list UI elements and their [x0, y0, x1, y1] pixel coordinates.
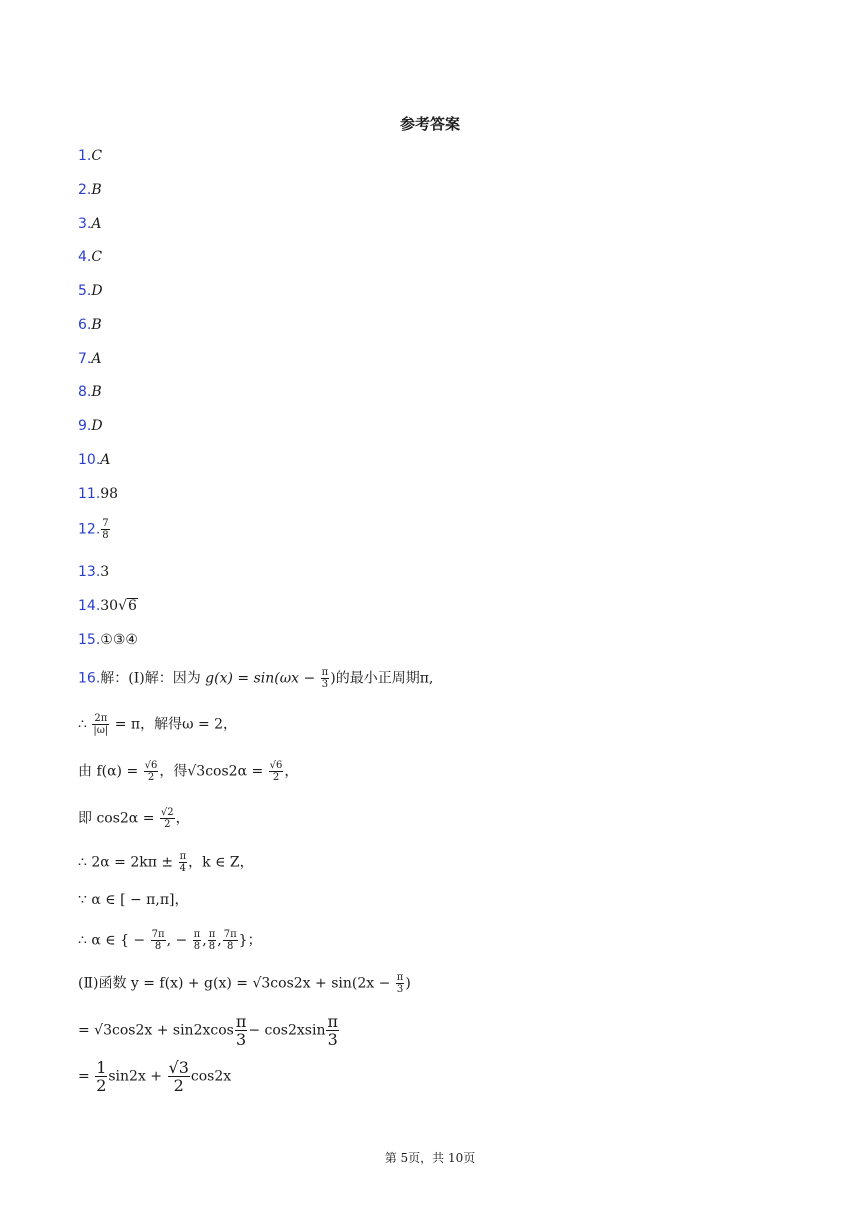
answer-value: 98: [100, 486, 119, 502]
answer-value: B: [91, 384, 102, 400]
denominator: 2: [96, 1076, 107, 1095]
fraction: [95, 1059, 107, 1094]
denominator: 8: [208, 941, 216, 952]
text: ,: [217, 932, 222, 949]
numerator: π: [327, 1012, 338, 1031]
fraction: [193, 929, 202, 952]
denominator: 4: [179, 863, 187, 874]
fraction: [208, 929, 217, 952]
text: = √3cos2x + sin2xcos: [78, 1022, 234, 1039]
answer-value: 30: [100, 598, 119, 614]
answer-11: [78, 485, 118, 503]
numerator: π: [193, 929, 201, 940]
fraction: [223, 929, 238, 952]
answer-12: [78, 518, 111, 541]
denominator: 3: [327, 1030, 338, 1049]
text: 解：(Ⅰ)解：因为: [100, 670, 206, 687]
text: 即 cos2α =: [78, 810, 159, 827]
text: ): [405, 975, 411, 992]
answer-fraction: [101, 518, 109, 541]
numerator: 7: [102, 518, 109, 529]
answer-8: [78, 383, 102, 401]
answer-number: 10.: [78, 452, 101, 468]
answer-number: 14.: [78, 598, 101, 614]
answer-15: [78, 631, 138, 649]
answer-value: A: [91, 216, 102, 232]
answer-value: B: [91, 182, 102, 198]
answer-2: [78, 181, 102, 199]
text: , −: [166, 932, 192, 949]
answer-value: B: [91, 317, 102, 333]
denominator: 3: [236, 1030, 247, 1049]
page-footer: 第 5页，共 10页: [384, 1151, 476, 1165]
fraction: [179, 851, 188, 874]
q16-line-8: [78, 972, 411, 995]
answer-number: 8.: [78, 384, 92, 400]
text: 由 f(α) =: [78, 763, 143, 780]
page-title: 参考答案: [399, 115, 460, 133]
fraction: [321, 667, 330, 690]
answer-value: D: [91, 283, 103, 299]
answer-4: [78, 248, 102, 266]
denominator: 8: [102, 530, 109, 541]
numerator: π: [208, 929, 216, 940]
text: =: [78, 1068, 95, 1085]
answer-9: [78, 417, 103, 435]
denominator: 2: [173, 1076, 184, 1095]
numerator: π: [396, 972, 404, 983]
fraction: [151, 929, 166, 952]
text: ∴ 2α = 2kπ ±: [78, 854, 178, 871]
answer-1: [78, 147, 102, 165]
text: = π，解得ω = 2，: [110, 716, 238, 733]
answer-number: 1.: [78, 148, 92, 164]
answer-number: 2.: [78, 182, 92, 198]
text: ∴ α ∈ { −: [78, 932, 150, 949]
fraction: [144, 760, 159, 783]
numerator: 7π: [151, 929, 165, 940]
numerator: √6: [144, 760, 158, 771]
fraction: [269, 760, 284, 783]
numerator: π: [179, 851, 187, 862]
denominator: 8: [193, 941, 201, 952]
answer-value: 3: [100, 564, 110, 580]
answer-5: [78, 282, 103, 300]
answer-14: [78, 597, 138, 615]
numerator: √3: [168, 1058, 189, 1077]
fraction: [326, 1013, 339, 1048]
text: ，k ∈ Z，: [188, 854, 254, 871]
formula: g(x) = sin(ωx −: [205, 670, 320, 687]
answer-value: ①③④: [100, 632, 138, 648]
q16-line-10: [78, 1059, 231, 1094]
answer-number: 7.: [78, 351, 92, 367]
denominator: 8: [154, 941, 162, 952]
text: }；: [238, 932, 262, 949]
text: ∵ α ∈ [ − π,π]，: [78, 892, 189, 908]
answer-number: 12.: [78, 521, 101, 538]
answer-value: C: [91, 249, 103, 265]
numerator: π: [321, 667, 329, 678]
answer-number: 4.: [78, 249, 92, 265]
denominator: |ω|: [93, 725, 109, 736]
answer-number: 9.: [78, 418, 92, 434]
answer-number: 5.: [78, 283, 92, 299]
answer-7: [78, 350, 101, 368]
q16-line-2: [78, 713, 237, 736]
q16-line-7: [78, 929, 262, 952]
denominator: 3: [396, 984, 404, 995]
text: − cos2xsin: [248, 1022, 326, 1039]
fraction: [92, 713, 109, 736]
fraction: [168, 1059, 190, 1094]
q16-line-6: [78, 891, 188, 909]
answer-value: C: [91, 148, 103, 164]
numerator: √2: [160, 807, 174, 818]
q16-line-9: [78, 1013, 340, 1048]
answer-value: D: [91, 418, 103, 434]
answer-value: A: [100, 452, 111, 468]
text: ，: [175, 810, 190, 827]
text: ，得√3cos2α =: [159, 763, 268, 780]
numerator: π: [235, 1012, 247, 1031]
text: ∴: [78, 716, 92, 733]
answer-13: [78, 563, 109, 581]
fraction: [160, 807, 175, 830]
q16-line-3: [78, 760, 298, 783]
denominator: 2: [164, 819, 171, 830]
sqrt-radicand: 6: [128, 598, 137, 614]
text: ，: [284, 763, 299, 780]
answer-10: [78, 451, 110, 469]
denominator: 2: [272, 772, 280, 783]
denominator: 2: [147, 772, 155, 783]
answer-number: 11.: [78, 486, 101, 502]
fraction: [396, 972, 405, 995]
answer-number: 6.: [78, 317, 92, 333]
answer-6: [78, 316, 102, 334]
fraction: [235, 1013, 248, 1048]
q16-line-5: [78, 851, 254, 874]
answer-value: A: [91, 351, 102, 367]
numerator: 2π: [94, 713, 108, 724]
text: (Ⅱ)函数 y = f(x) + g(x) = √3cos2x + sin(2x −: [78, 975, 395, 992]
text: )的最小正周期π,: [330, 670, 434, 687]
numerator: 1: [96, 1058, 107, 1077]
answer-number: 15.: [78, 632, 101, 648]
numerator: 7π: [223, 929, 237, 940]
q16-line-4: [78, 807, 190, 830]
q16-line-1: [78, 667, 433, 690]
numerator: √6: [269, 760, 283, 771]
answer-number: 13.: [78, 564, 101, 580]
text: cos2x: [190, 1068, 232, 1085]
sqrt-symbol: √: [118, 598, 128, 614]
answer-number: 16.: [78, 670, 101, 687]
denominator: 8: [227, 941, 234, 952]
denominator: 3: [321, 679, 329, 690]
text: ,: [202, 932, 207, 949]
text: sin2x +: [108, 1068, 167, 1085]
answer-3: [78, 215, 101, 233]
answer-number: 3.: [78, 216, 92, 232]
